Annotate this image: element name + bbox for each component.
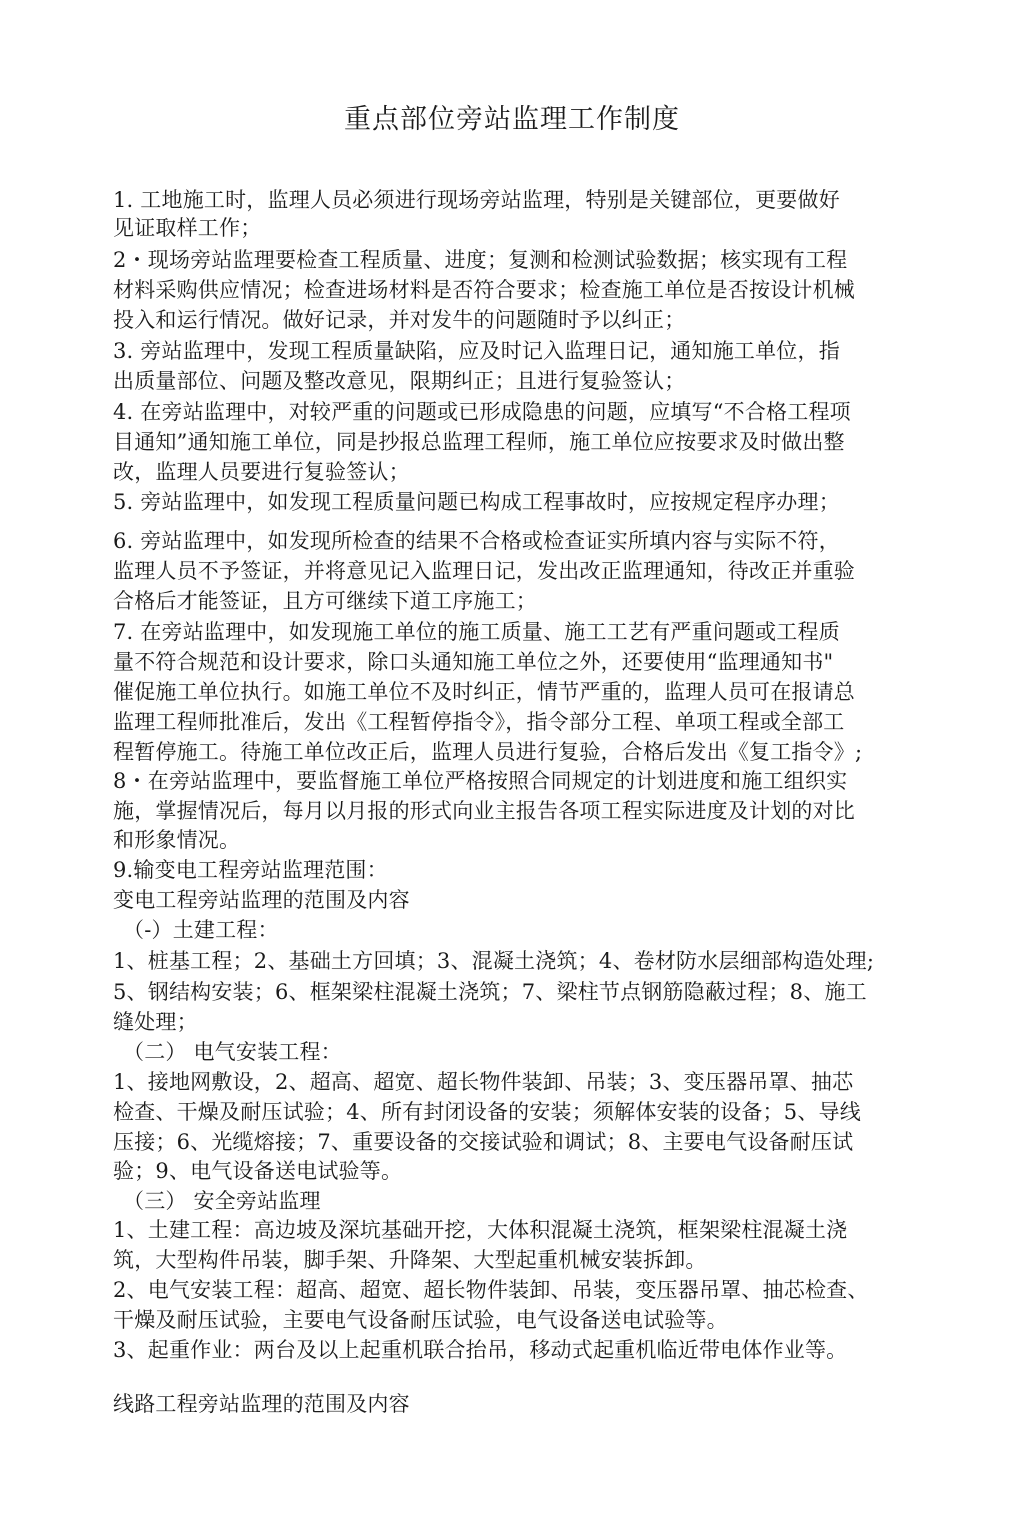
section-heading: （-）土建工程： bbox=[123, 918, 279, 942]
body-line: 压接；6、光缆熔接；7、重要设备的交接试验和调试；8、主要电气设备耐压试 bbox=[113, 1130, 854, 1154]
body-line: 监理人员不予签证，并将意见记入监理日记，发出改正监理通知，待改正并重验 bbox=[113, 559, 855, 583]
body-line: 4. 在旁站监理中，对较严重的问题或已形成隐患的问题，应填写“不合格工程项 bbox=[113, 400, 851, 424]
body-line: 3. 旁站监理中，发现工程质量缺陷，应及时记入监理日记，通知施工单位，指 bbox=[113, 339, 840, 363]
body-line: 量不符合规范和设计要求，除口头通知施工单位之外，还要使用“监理通知书" bbox=[113, 650, 834, 674]
body-line: 5. 旁站监理中，如发现工程质量问题已构成工程事故时，应按规定程序办理； bbox=[113, 490, 840, 514]
body-line: 监理工程师批准后，发出《工程暂停指令》，指令部分工程、单项工程或全部工 bbox=[113, 710, 845, 734]
subsection-heading: 线路工程旁站监理的范围及内容 bbox=[113, 1392, 410, 1416]
body-line: 5、钢结构安装；6、框架梁柱混凝土浇筑；7、梁柱节点钢筋隐蔽过程；8、施工 bbox=[113, 980, 867, 1004]
body-line: 缝处理； bbox=[113, 1010, 198, 1034]
body-line: 投入和运行情况。做好记录，并对发牛的问题随时予以纠正； bbox=[113, 308, 686, 332]
body-line: 催促施工单位执行。如施工单位不及时纠正，情节严重的，监理人员可在报请总 bbox=[113, 680, 855, 704]
body-line: 材料采购供应情况；检查进场材料是否符合要求；检查施工单位是否按设计机械 bbox=[113, 278, 855, 302]
body-line: 7. 在旁站监理中，如发现施工单位的施工质量、施工工艺有严重问题或工程质 bbox=[113, 620, 840, 644]
body-line: 程暂停施工。待施工单位改正后，监理人员进行复验，合格后发出《复工指令》; bbox=[113, 740, 863, 764]
body-line: 9.输变电工程旁站监理范围： bbox=[113, 858, 388, 882]
body-line: 筑，大型构件吊装，脚手架、升降架、大型起重机械安装拆卸。 bbox=[113, 1248, 707, 1272]
body-line: 施，掌握情况后，每月以月报的形式向业主报告各项工程实际进度及计划的对比 bbox=[113, 799, 855, 823]
body-line: 1、桩基工程；2、基础土方回填；3、混凝土浇筑；4、卷材防水层细部构造处理; bbox=[113, 949, 875, 973]
body-line: 验；9、电气设备送电试验等。 bbox=[113, 1159, 403, 1183]
body-line: 1. 工地施工时，监理人员必须进行现场旁站监理，特别是关键部位，更要做好 bbox=[113, 188, 840, 212]
body-line: 见证取样工作； bbox=[113, 216, 262, 240]
document-title: 重点部位旁站监理工作制度 bbox=[344, 104, 680, 135]
body-line: 干燥及耐压试验，主要电气设备耐压试验，电气设备送电试验等。 bbox=[113, 1308, 728, 1332]
body-line: 检查、干燥及耐压试验；4、所有封闭设备的安装；须解体安装的设备；5、导线 bbox=[113, 1100, 861, 1124]
section-heading: （二） 电气安装工程： bbox=[123, 1040, 342, 1064]
body-line: 合格后才能签证，且方可继续下道工序施工； bbox=[113, 589, 537, 613]
body-line: 出质量部位、问题及整改意见，限期纠正；且进行复验签认； bbox=[113, 369, 686, 393]
body-line: 1、接地网敷设，2、超高、超宽、超长物件装卸、吊装；3、变压器吊罩、抽芯 bbox=[113, 1070, 854, 1094]
body-line: 改，监理人员要进行复验签认； bbox=[113, 460, 410, 484]
body-line: 8・在旁站监理中，要监督施工单位严格按照合同规定的计划进度和施工组织实 bbox=[113, 769, 848, 793]
body-line: 2、电气安装工程：超高、超宽、超长物件装卸、吊装，变压器吊罩、抽芯检查、 bbox=[113, 1278, 869, 1302]
section-heading: （三） 安全旁站监理 bbox=[123, 1189, 321, 1213]
body-line: 3、起重作业：两台及以上起重机联合抬吊，移动式起重机临近带电体作业等。 bbox=[113, 1338, 848, 1362]
body-line: 和形象情况。 bbox=[113, 828, 241, 852]
body-line: 目通知”通知施工单位，同是抄报总监理工程师，施工单位应按要求及时做出整 bbox=[113, 430, 845, 454]
body-line: 6. 旁站监理中，如发现所检查的结果不合格或检查证实所填内容与实际不符， bbox=[113, 529, 840, 553]
body-line: 变电工程旁站监理的范围及内容 bbox=[113, 888, 410, 912]
body-line: 1、土建工程：高边坡及深坑基础开挖，大体积混凝土浇筑，框架梁柱混凝土浇 bbox=[113, 1218, 848, 1242]
body-line: 2・现场旁站监理要检查工程质量、进度；复测和检测试验数据；核实现有工程 bbox=[113, 248, 848, 272]
